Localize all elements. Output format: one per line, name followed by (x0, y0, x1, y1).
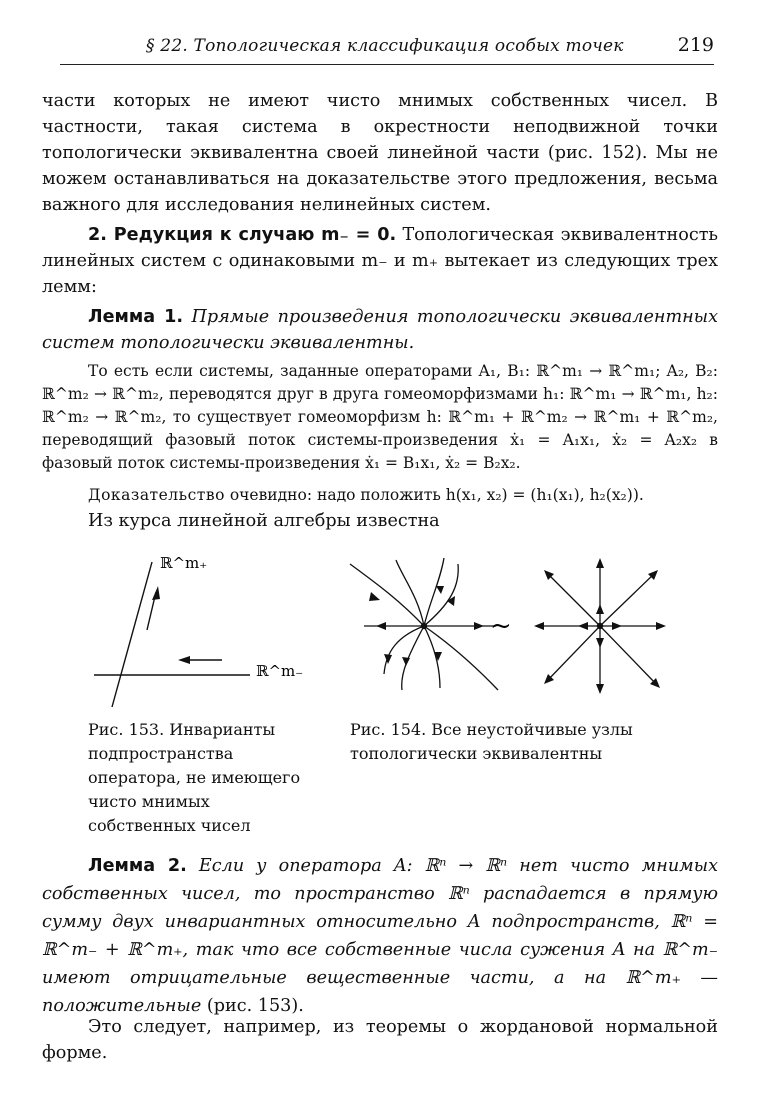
proof-text: очевидно: надо положить h(x₁, x₂) = (h₁(x₁), h₂(x₂)). (224, 486, 644, 504)
lemma-2-label: Лемма 2. (88, 856, 187, 876)
lemma-1-explanation: То есть если системы, заданные операторами A₁, B₁: ℝ^m₁ → ℝ^m₁; A₂, B₂: ℝ^m₂ → ℝ^m₂, переводятся друг в друга гомеоморфизмами h₁: ℝ^m₁ → ℝ^m₁, h₂: ℝ^m₂ → ℝ^m₂, то существует гомеоморфизм h: ℝ^m₁ + ℝ^m₂ → ℝ^m₁ + ℝ^m₂, переводящий фазовый поток системы-произведения ẋ₁ = A₁x₁, ẋ₂ = A₂x₂ в фазовый поток системы-произведения ẋ₁ = B₁x₁, ẋ₂ = B₂x₂. (42, 362, 718, 472)
paragraph-continuation: части которых не имеют чисто мнимых собственных чисел. В частности, такая система в окрестности неподвижной точки топологически эквивалентна своей линейной части (рис. 152). Мы не можем останавливаться на доказательстве этого предложения, весьма важного для исследования нелинейных систем. (42, 91, 718, 215)
page-number: 219 (677, 34, 714, 56)
label-r-m-plus: ℝ^m₊ (160, 554, 208, 572)
running-header (60, 30, 714, 66)
proof-line (42, 484, 718, 507)
lemma-2-statement: Если у оператора A: ℝⁿ → ℝⁿ нет чисто мнимых собственных чисел, то пространство ℝⁿ распадается в прямую сумму двух инвариантных относительно A подпространств, ℝⁿ = ℝ^m₋ + ℝ^m₊, так что все собственные числа сужения A на ℝ^m₋ имеют отрицательные вещественные части, а на ℝ^m₊ — положительные (42, 856, 718, 1016)
lemma-2 (42, 852, 718, 1020)
section-2-paragraph (42, 222, 718, 300)
figure-154-caption: Рис. 154. Все неустойчивые узлы топологически эквивалентны (350, 720, 633, 763)
proof-label: Доказательство (88, 486, 225, 504)
figure-154 (340, 556, 680, 696)
figure-153 (84, 550, 304, 710)
lemma-1-label: Лемма 1. (88, 307, 184, 327)
linear-algebra-line: Из курса линейной алгебры известна (88, 511, 440, 531)
degenerate-node-point (421, 623, 427, 629)
jordan-form-paragraph: Это следует, например, из теоремы о жордановой нормальной форме. (42, 1017, 718, 1063)
equivalence-tilde: ~ (490, 611, 512, 641)
label-r-m-minus: ℝ^m₋ (256, 662, 304, 680)
section-title: § 22. Топологическая классификация особых точек (146, 36, 624, 56)
lemma-1 (42, 304, 718, 356)
lemma-1-statement: Прямые произведения топологически эквивалентных систем топологически эквивалентны. (42, 307, 719, 353)
star-node-point (597, 623, 603, 629)
figure-153-caption: Рис. 153. Инварианты подпространства оператора, не имеющего чисто мнимых собственных чисел (88, 720, 301, 835)
arrow-up-head (152, 586, 160, 600)
lemma-2-figure-ref: (рис. 153). (201, 996, 304, 1016)
header-rule (60, 64, 714, 65)
subspace-m-plus-line (112, 562, 152, 707)
arrow-left-head (178, 656, 190, 664)
section-2-heading: 2. Редукция к случаю m₋ = 0. (88, 225, 397, 245)
section-2-text: Топологическая эквивалентность линейных систем с одинаковыми m₋ и m₊ вытекает из следующих трех лемм: (42, 225, 718, 297)
